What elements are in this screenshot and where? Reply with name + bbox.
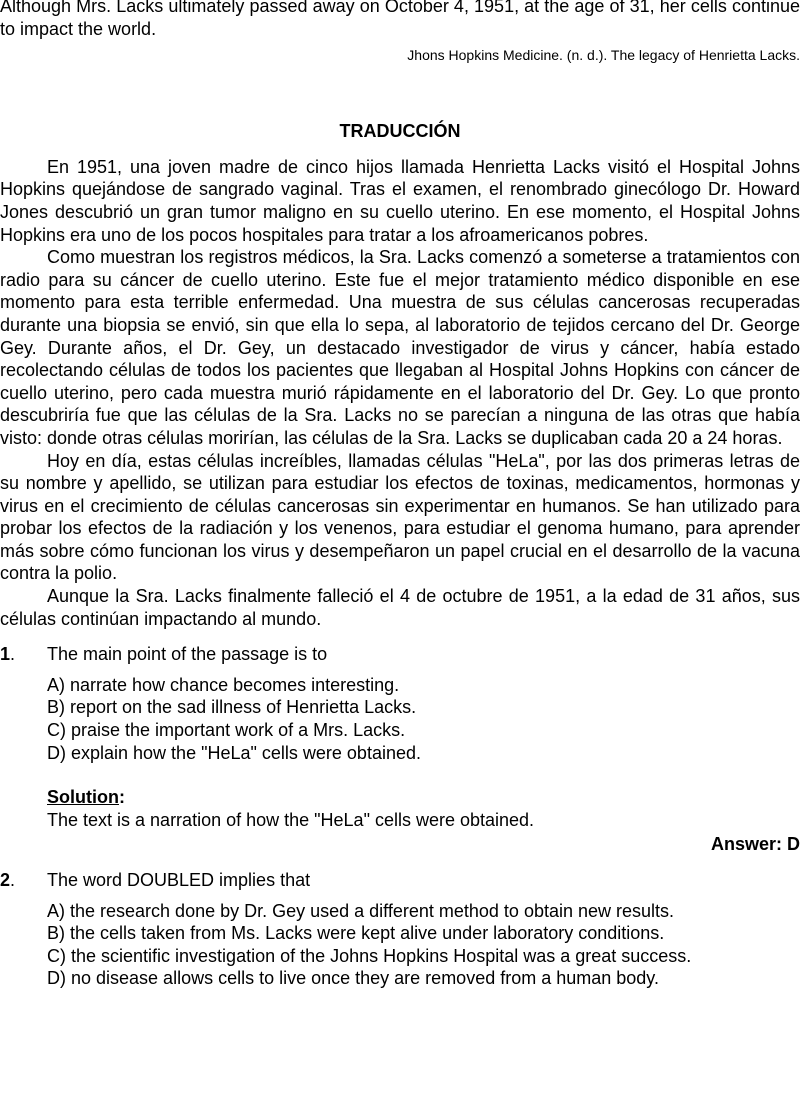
translation-heading: TRADUCCIÓN	[339, 121, 461, 142]
question-1-options	[0, 674, 800, 764]
option-c: C) praise the important work of a Mrs. Lacks.	[47, 720, 406, 741]
solution-text: The text is a narration of how the "HeLa" cells were obtained.	[47, 809, 535, 830]
question-2-options	[0, 900, 800, 990]
question-1	[0, 643, 800, 666]
source-citation: Jhons Hopkins Medicine. (n. d.). The legacy of Henrietta Lacks.	[407, 47, 800, 64]
option-b: B) the cells taken from Ms. Lacks were kept alive under laboratory conditions.	[47, 923, 665, 944]
solution-label: Solution	[47, 787, 119, 808]
option-a: A) the research done by Dr. Gey used a different method to obtain new results.	[47, 900, 675, 921]
english-closing-paragraph: Although Mrs. Lacks ultimately passed away on October 4, 1951, at the age of 31, her cells continue to impact the world.	[0, 0, 800, 39]
option-d: D) no disease allows cells to live once they are removed from a human body.	[47, 968, 659, 989]
question-2	[0, 869, 800, 892]
translation-paragraph: Hoy en día, estas células increíbles, llamadas células "HeLa", por las dos primeras letras de su nombre y apellido, se utilizan para estudiar los efectos de toxinas, medicamentos, hormonas y virus en el crecimiento de células cancerosas sin experimentar en humanos. Se han utilizado para probar los efectos de la radiación y los venenos, para estudiar el genoma humano, para aprender más sobre cómo funcionan los virus y desempeñaron un papel crucial en el desarrollo de la vacuna contra la polio.	[0, 450, 800, 584]
question-number-dot: .	[10, 644, 16, 665]
question-1-solution	[0, 786, 800, 831]
question-prompt: The word DOUBLED implies that	[47, 870, 311, 890]
answer-line: Answer: D	[710, 834, 800, 855]
question-prompt: The main point of the passage is to	[47, 644, 328, 665]
question-number-dot: .	[10, 870, 16, 890]
option-c: C) the scientific investigation of the Johns Hopkins Hospital was a great success.	[47, 945, 692, 966]
question-number-digit: 1	[0, 644, 11, 665]
question-number-digit: 2	[0, 870, 11, 890]
solution-colon: :	[118, 787, 125, 808]
option-d: D) explain how the "HeLa" cells were obtained.	[47, 742, 421, 763]
question-number	[0, 643, 15, 666]
translation-paragraph: Aunque la Sra. Lacks finalmente falleció el 4 de octubre de 1951, a la edad de 31 años, sus células continúan impactando al mundo.	[0, 586, 800, 629]
question-number	[0, 869, 15, 892]
translation-paragraph: Como muestran los registros médicos, la Sra. Lacks comenzó a someterse a tratamientos con radio para su cáncer de cuello uterino. Este fue el mejor tratamiento médico disponible en ese momento para esta terrible enfermedad. Una muestra de sus células cancerosas recuperadas durante una biopsia se envió, sin que ella lo sepa, al laboratorio de tejidos cercano del Dr. George Gey. Durante años, el Dr. Gey, un destacado investigador de virus y cáncer, había estado recolectando células de todos los pacientes que llegaban al Hospital Johns Hopkins con cáncer de cuello uterino, pero cada muestra murió rápidamente en el laboratorio del Dr. Gey. Lo que pronto descubriría fue que las células de la Sra. Lacks no se parecían a ninguna de las otras que había visto: donde otras células morirían, las células de la Sra. Lacks se duplicaban cada 20 a 24 horas.	[0, 247, 800, 448]
translation-paragraph: En 1951, una joven madre de cinco hijos llamada Henrietta Lacks visitó el Hospital Johns Hopkins quejándose de sangrado vaginal. Tras el examen, el renombrado ginecólogo Dr. Howard Jones descubrió un gran tumor maligno en su cuello uterino. En ese momento, el Hospital Johns Hopkins era uno de los pocos hospitales para tratar a los afroamericanos pobres.	[0, 156, 800, 245]
translation-body	[0, 156, 800, 630]
option-b: B) report on the sad illness of Henrietta Lacks.	[47, 697, 417, 718]
option-a: A) narrate how chance becomes interesting.	[47, 674, 400, 695]
